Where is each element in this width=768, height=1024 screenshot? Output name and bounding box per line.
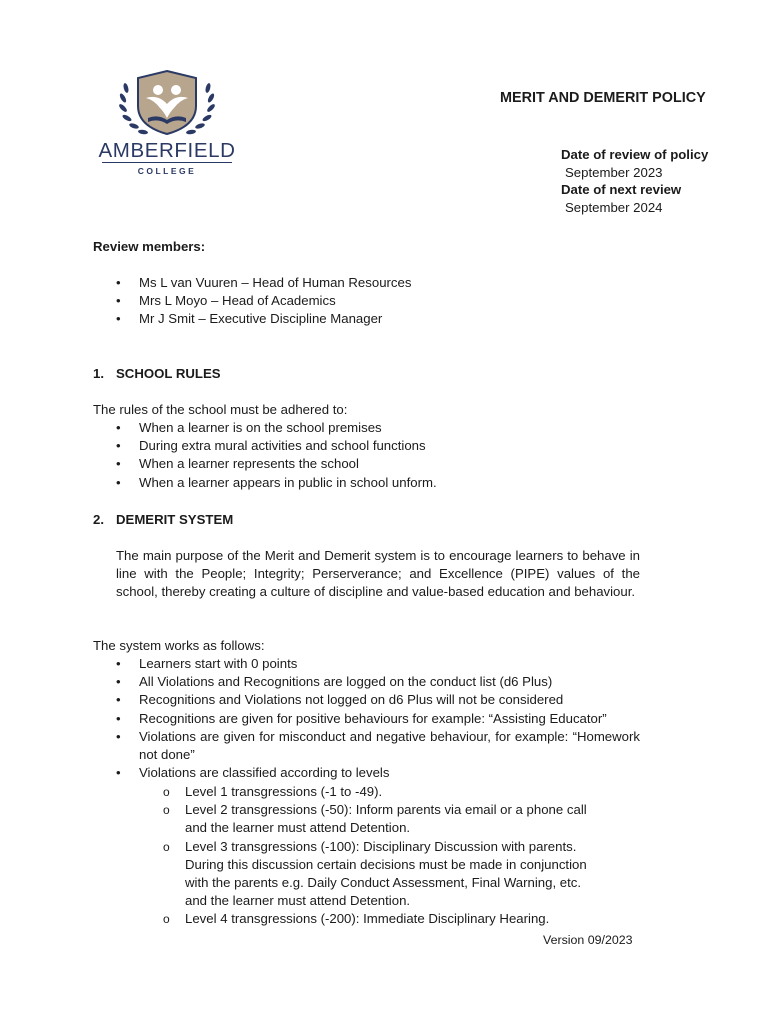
level-1-item <box>93 783 653 801</box>
review-date-value: September 2023 <box>565 165 663 180</box>
level-3-line: with the parents e.g. Daily Conduct Assessment, Final Warning, etc. <box>185 875 582 891</box>
page-title: MERIT AND DEMERIT POLICY <box>500 90 706 106</box>
system-rules-list <box>93 655 640 782</box>
demerit-purpose-paragraph: The main purpose of the Merit and Demerit system is to encourage learners to behave in line with the People; Integrity; Perserverance; and Excellence (PIPE) values of the school, thereby creating a culture of discipline and value-based education and behaviour. <box>116 548 640 600</box>
list-item: • When a learner is on the school premises <box>93 419 653 437</box>
logo-divider <box>102 162 232 163</box>
school-logo <box>96 68 238 176</box>
review-date-label: Date of review of policy <box>561 147 709 162</box>
version-footer: Version 09/2023 <box>543 933 633 947</box>
next-review-label: Date of next review <box>561 182 682 197</box>
school-rules-intro: The rules of the school must be adhered to: <box>93 402 348 417</box>
section-1-number: 1. <box>93 366 104 381</box>
list-item: • When a learner appears in public in school unform. <box>93 474 653 492</box>
list-item: • When a learner represents the school <box>93 455 653 473</box>
level-2-line: o Level 2 transgressions (-50): Inform parents via email or a phone call <box>185 802 587 818</box>
system-works-intro: The system works as follows: <box>93 638 265 653</box>
level-4-line: o Level 4 transgressions (-200): Immediate Disciplinary Hearing. <box>185 911 550 927</box>
list-item: • Learners start with 0 points <box>93 655 640 673</box>
list-item: • Mr J Smit – Executive Discipline Manager <box>93 310 653 328</box>
section-2-heading: DEMERIT SYSTEM <box>116 512 234 527</box>
level-2-line: and the learner must attend Detention. <box>185 820 411 836</box>
level-3-line: o Level 3 transgressions (-100): Disciplinary Discussion with parents. <box>185 838 577 854</box>
violation-levels-list <box>93 783 653 929</box>
list-item: • During extra mural activities and school functions <box>93 437 653 455</box>
logo-wordmark: AMBERFIELD <box>98 139 236 162</box>
school-crest-icon <box>96 68 238 140</box>
list-item: • Recognitions are given for positive behaviours for example: “Assisting Educator” <box>93 710 640 728</box>
review-members-list <box>93 274 653 329</box>
list-item: • Mrs L Moyo – Head of Academics <box>93 292 653 310</box>
list-item: • Recognitions and Violations not logged on d6 Plus will not be considered <box>93 691 640 709</box>
level-3-line: and the learner must attend Detention. <box>185 893 411 909</box>
school-rules-list <box>93 419 653 492</box>
level-1-line: o Level 1 transgressions (-1 to -49). <box>185 784 383 799</box>
list-item: • Violations are classified according to levels <box>93 764 640 782</box>
level-2-item <box>93 801 653 837</box>
section-1-heading: SCHOOL RULES <box>116 366 221 381</box>
list-item: • Violations are given for misconduct and negative behaviour, for example: “Homework not done” <box>93 728 640 764</box>
level-3-item <box>93 838 653 911</box>
logo-subtitle: COLLEGE <box>137 166 197 176</box>
review-members-heading: Review members: <box>93 239 206 254</box>
level-3-line: During this discussion certain decisions must be made in conjunction <box>185 856 587 872</box>
level-4-item <box>93 910 653 928</box>
list-item: • Ms L van Vuuren – Head of Human Resources <box>93 274 653 292</box>
section-2-number: 2. <box>93 512 104 527</box>
list-item: • All Violations and Recognitions are logged on the conduct list (d6 Plus) <box>93 673 640 691</box>
next-review-value: September 2024 <box>565 200 663 215</box>
